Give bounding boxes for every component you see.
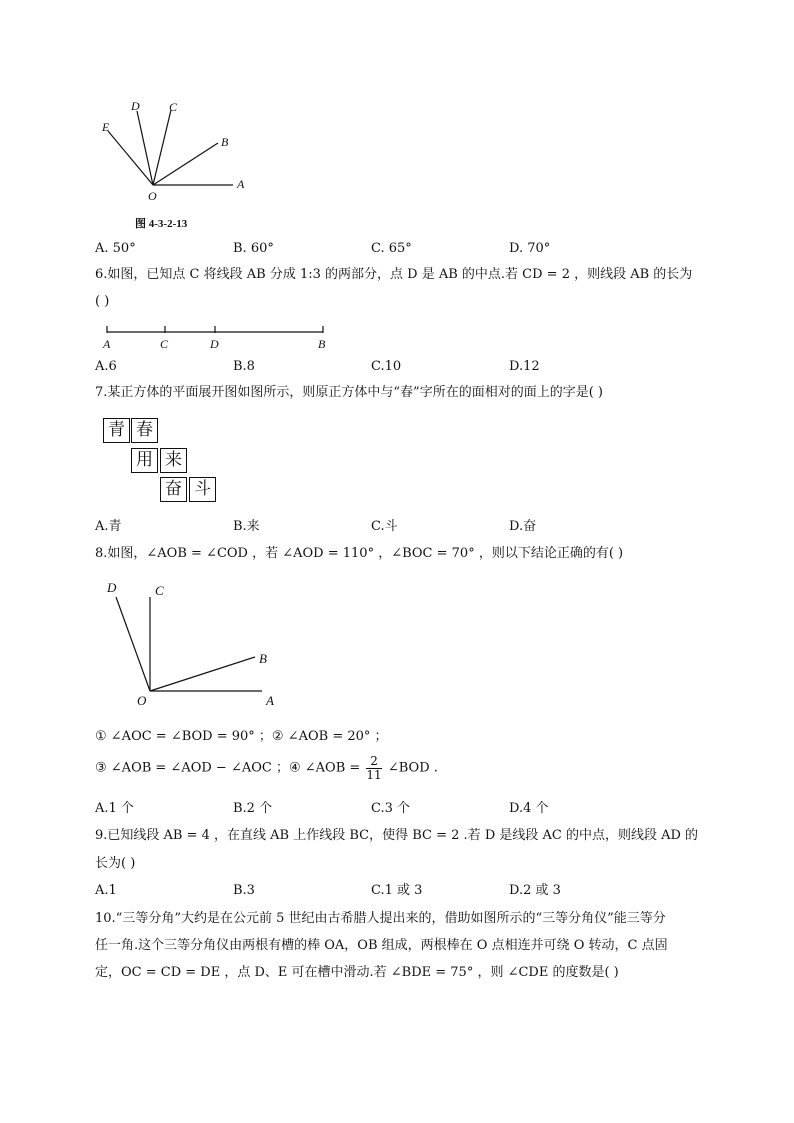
ray-OB [150,657,255,691]
net-cell-6: 斗 [189,477,216,502]
q8-stem: 8.如图，∠AOB = ∠COD ，若 ∠AOD = 110° ，∠BOC = 70° ，则以下结论正确的有( ) [95,546,624,561]
ray-OD [116,597,150,691]
q8-statement-1-2: ① ∠AOC = ∠BOD = 90° ；② ∠AOB = 20° ； [95,729,388,744]
q8-angle-figure [100,575,290,710]
q7-option-b: B.来 [233,519,260,534]
q6-option-c: C.10 [371,359,402,374]
q9-stem-line2: 长为( ) [95,856,136,871]
q9-stem-line1: 9.已知线段 AB = 4 ，在直线 AB 上作线段 BC，使得 BC = 2 .若 D 是线段 AC 的中点，则线段 AD 的 [95,828,699,843]
q7-cube-net [103,418,223,508]
q8-option-a: A.1 个 [95,801,134,816]
q7-option-d: D.奋 [509,519,537,534]
q9-option-b: B.3 [233,883,255,898]
label-D: D [107,580,117,595]
label-C: C [160,337,169,351]
label-A: A [103,337,111,351]
q8-option-c: C.3 个 [371,801,411,816]
q6-option-d: D.12 [509,359,540,374]
label-C: C [169,100,178,114]
q7-option-c: C.斗 [371,519,398,534]
q7-stem: 7.某正方体的平面展开图如图所示，则原正方体中与“春”字所在的面相对的面上的字是( ) [95,385,603,400]
ray-OE [108,131,153,185]
label-C: C [155,583,164,598]
q8-statement-3-4 [95,755,438,789]
fraction-denominator: 11 [366,768,382,782]
ray-OD [137,111,153,185]
q6-option-b: B.8 [233,359,255,374]
q6-option-a: A.6 [95,359,117,374]
q5-option-a: A. 50° [95,241,136,256]
q9-option-a: A.1 [95,883,117,898]
net-cell-1: 青 [103,418,130,443]
q10-stem-line3: 定，OC = CD = DE ，点 D、E 可在槽中滑动.若 ∠BDE = 75° ，则 ∠CDE 的度数是( ) [95,965,619,980]
statement-3-4-text: ③ ∠AOB = ∠AOD − ∠AOC ；④ ∠AOB = [95,760,361,776]
label-D: D [210,337,219,351]
net-cell-5: 奋 [160,477,187,502]
net-cell-3: 用 [131,448,158,473]
label-E: E [102,120,110,134]
q9-option-d: D.2 或 3 [509,883,561,898]
net-cell-2: 春 [131,418,158,443]
fraction-2-11 [366,755,381,782]
q7-option-a: A.青 [95,519,122,534]
q5-option-b: B. 60° [233,241,274,256]
statement-4-suffix: ∠BOD . [387,760,438,776]
q5-angle-figure [95,95,265,235]
label-B: B [221,135,229,149]
q5-option-d: D. 70° [509,241,551,256]
figure-caption: 图 4-3-2-13 [135,218,188,230]
label-D: D [131,99,140,113]
label-A: A [237,177,245,191]
q6-stem-line1: 6.如图，已知点 C 将线段 AB 分成 1:3 的两部分，点 D 是 AB 的中点.若 CD = 2 ，则线段 AB 的长为 [95,267,693,282]
label-B: B [259,651,267,666]
q9-option-c: C.1 或 3 [371,883,423,898]
label-B: B [318,337,326,351]
label-A: A [266,693,274,708]
label-O: O [148,189,157,203]
q5-option-c: C. 65° [371,241,412,256]
net-cell-4: 来 [160,448,187,473]
q10-stem-line2: 任一角.这个三等分角仪由两根有槽的棒 OA，OB 组成，两根棒在 O 点相连并可绕 O 转动，C 点固 [95,938,668,953]
q8-option-b: B.2 个 [233,801,273,816]
q6-segment-figure [95,318,335,352]
q8-option-d: D.4 个 [509,801,549,816]
ray-OB [153,143,218,185]
ray-OC [153,110,171,185]
fraction-numerator: 2 [366,755,381,769]
q10-stem-line1: 10.“三等分角”大约是在公元前 5 世纪由古希腊人提出来的，借助如图所示的“三等分角仪”能三等分 [95,911,666,926]
label-O: O [137,693,147,708]
q6-stem-line2: ( ) [95,294,110,309]
